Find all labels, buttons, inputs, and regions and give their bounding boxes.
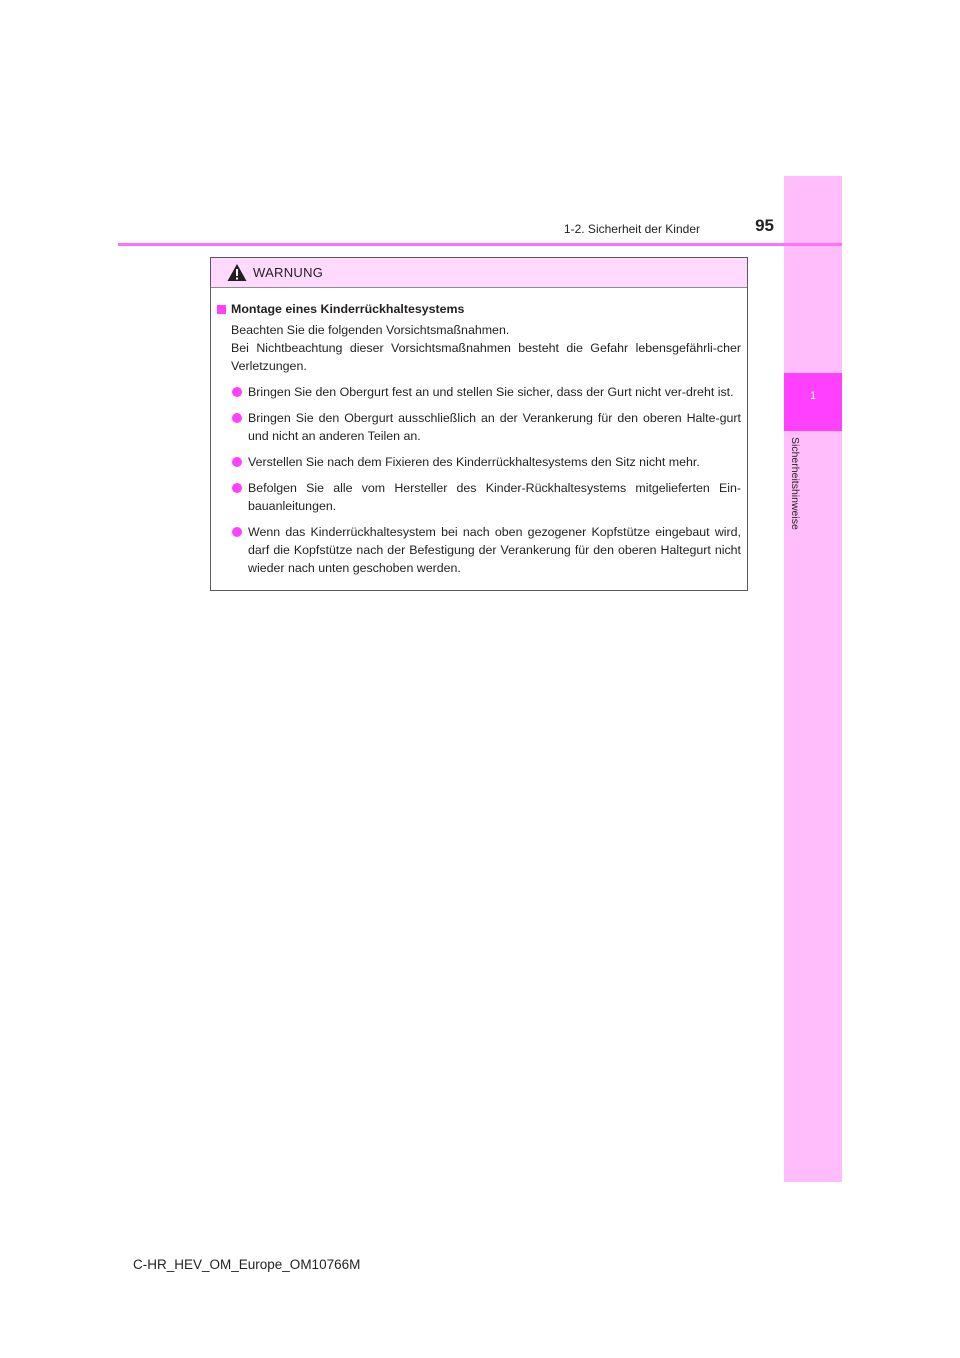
warning-bullet-text: Bringen Sie den Obergurt fest an und stellen Sie sicher, dass der Gurt nicht ver-dreht ist. xyxy=(248,385,734,399)
warning-title: WARNUNG xyxy=(253,265,324,280)
chapter-tab xyxy=(784,373,842,431)
chapter-number: 1 xyxy=(809,390,817,402)
warning-header xyxy=(211,258,747,288)
warning-bullet xyxy=(217,409,741,445)
warning-bullet xyxy=(217,453,741,471)
warning-box xyxy=(210,257,748,591)
side-strip xyxy=(784,176,842,1182)
warning-bullet-text: Wenn das Kinderrückhaltesystem bei nach oben gezogener Kopfstütze eingebaut wird, darf die Kopfstütze nach der Befestigung der Verankerung für den oberen Haltegurt nicht wieder nach unten geschoben werden. xyxy=(248,525,741,575)
bullet-dot-icon xyxy=(232,483,242,493)
warning-intro: Beachten Sie die folgenden Vorsichtsmaßnahmen. xyxy=(231,323,510,337)
bullet-dot-icon xyxy=(232,387,242,397)
warning-heading xyxy=(217,300,741,318)
warning-bullet-text: Befolgen Sie alle vom Hersteller des Kinder-Rückhaltesystems mitgelieferten Ein-bauanleitungen. xyxy=(248,481,741,513)
header-rule xyxy=(118,243,842,246)
square-bullet-icon xyxy=(217,305,226,314)
bullet-dot-icon xyxy=(232,413,242,423)
warning-bullet-text: Verstellen Sie nach dem Fixieren des Kinderrückhaltesystems den Sitz nicht mehr. xyxy=(248,455,700,469)
warning-intro-2: Bei Nichtbeachtung dieser Vorsichtsmaßnahmen besteht die Gefahr lebensgefährli-cher Verletzungen. xyxy=(231,341,741,373)
chapter-label: Sicherheitshinweise xyxy=(789,437,801,530)
footer-doc-id: C-HR_HEV_OM_Europe_OM10766M xyxy=(133,1257,361,1272)
warning-bullet xyxy=(217,383,741,401)
warning-bullet xyxy=(217,523,741,577)
warning-bullet xyxy=(217,479,741,515)
warning-heading-text: Montage eines Kinderrückhaltesystems xyxy=(231,302,465,316)
warning-bullet-text: Bringen Sie den Obergurt ausschließlich an der Verankerung für den oberen Halte-gurt und nicht an anderen Teilen an. xyxy=(248,411,741,443)
bullet-dot-icon xyxy=(232,527,242,537)
section-title: 1-2. Sicherheit der Kinder xyxy=(563,222,700,236)
warning-body xyxy=(211,288,747,577)
bullet-dot-icon xyxy=(232,457,242,467)
page-number: 95 xyxy=(755,216,774,235)
warning-triangle-icon xyxy=(227,263,247,282)
